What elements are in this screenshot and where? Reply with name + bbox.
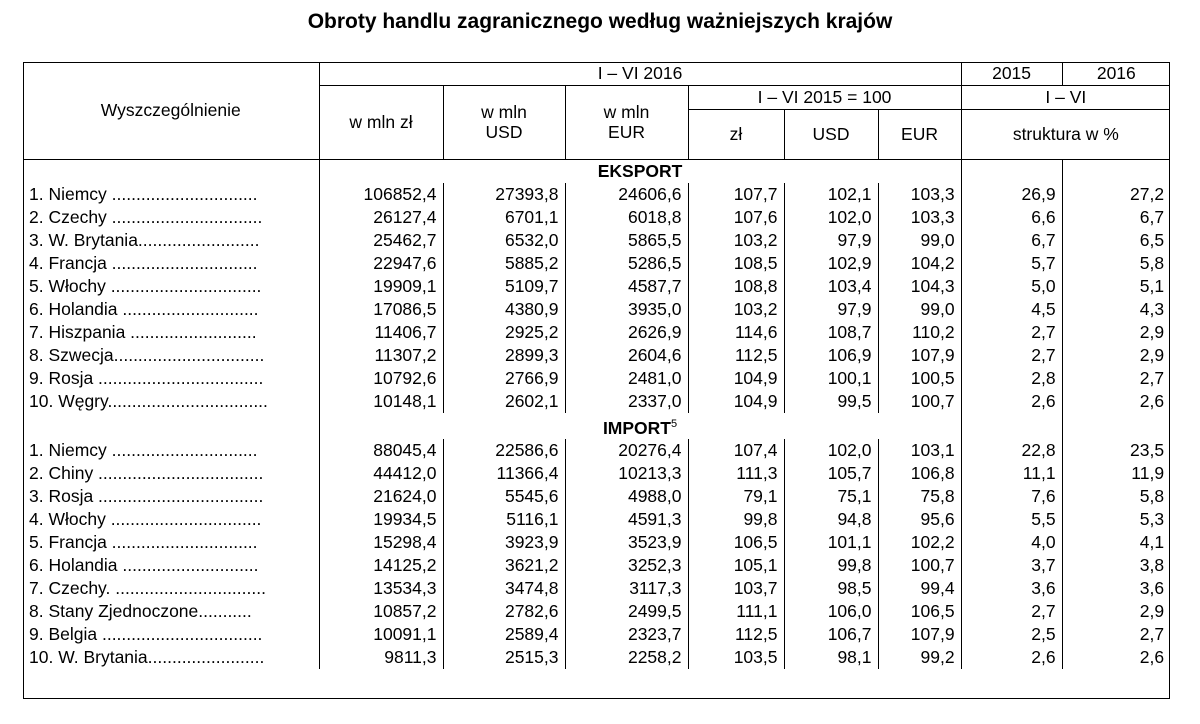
value-cell: 3923,9 — [443, 531, 565, 554]
value-cell: 6701,1 — [443, 206, 565, 229]
value-cell: 2,6 — [1062, 646, 1170, 669]
value-cell: 95,6 — [878, 508, 961, 531]
value-cell: 75,8 — [878, 485, 961, 508]
value-cell: 106,9 — [784, 344, 878, 367]
value-cell: 10213,3 — [565, 462, 688, 485]
value-cell: 4587,7 — [565, 275, 688, 298]
value-cell: 2589,4 — [443, 623, 565, 646]
value-cell: 2337,0 — [565, 390, 688, 413]
value-cell: 7,6 — [961, 485, 1062, 508]
value-cell: 99,4 — [878, 577, 961, 600]
value-cell: 103,2 — [688, 229, 784, 252]
row-label-header: Wyszczególnienie — [23, 62, 319, 159]
value-cell: 11307,2 — [319, 344, 443, 367]
value-cell: 9811,3 — [319, 646, 443, 669]
country-name: 3. W. Brytania......................... — [29, 229, 260, 250]
value-cell: 108,8 — [688, 275, 784, 298]
value-cell: 2499,5 — [565, 600, 688, 623]
value-cell: 44412,0 — [319, 462, 443, 485]
value-cell: 103,2 — [688, 298, 784, 321]
value-cell: 97,9 — [784, 298, 878, 321]
country-name: 5. Francja .............................. — [29, 532, 258, 553]
value-cell: 2258,2 — [565, 646, 688, 669]
table-row — [23, 646, 1170, 669]
value-cell: 100,7 — [878, 554, 961, 577]
value-cell: 3621,2 — [443, 554, 565, 577]
value-cell: 5865,5 — [565, 229, 688, 252]
value-cell: 5,0 — [961, 275, 1062, 298]
value-cell: 2,6 — [1062, 390, 1170, 413]
value-cell: 19934,5 — [319, 508, 443, 531]
value-cell: 2,9 — [1062, 344, 1170, 367]
country-name: 4. Włochy ............................... — [29, 509, 262, 530]
section-empty-cell — [1062, 413, 1170, 440]
value-cell: 2899,3 — [443, 344, 565, 367]
value-cell: 2,5 — [961, 623, 1062, 646]
country-name: 9. Belgia ................................. — [29, 624, 263, 645]
table-row — [23, 577, 1170, 600]
value-cell: 3,6 — [961, 577, 1062, 600]
country-name: 8. Stany Zjednoczone........... — [29, 601, 252, 622]
value-cell: 97,9 — [784, 229, 878, 252]
value-cell: 22586,6 — [443, 439, 565, 462]
value-cell: 2323,7 — [565, 623, 688, 646]
value-cell: 103,1 — [878, 439, 961, 462]
value-cell: 10091,1 — [319, 623, 443, 646]
value-cell: 6,6 — [961, 206, 1062, 229]
value-cell: 2515,3 — [443, 646, 565, 669]
value-cell: 112,5 — [688, 344, 784, 367]
table-row — [23, 344, 1170, 367]
value-cell: 88045,4 — [319, 439, 443, 462]
value-cell: 3523,9 — [565, 531, 688, 554]
value-cell: 105,1 — [688, 554, 784, 577]
value-cell: 26,9 — [961, 183, 1062, 206]
value-cell: 106,8 — [878, 462, 961, 485]
col-idx-usd-header: USD — [784, 109, 878, 159]
value-cell: 2782,6 — [443, 600, 565, 623]
value-cell: 5885,2 — [443, 252, 565, 275]
value-cell: 99,8 — [784, 554, 878, 577]
value-cell: 2,7 — [1062, 623, 1170, 646]
table-row — [23, 183, 1170, 206]
value-cell: 21624,0 — [319, 485, 443, 508]
value-cell: 3,6 — [1062, 577, 1170, 600]
section-empty-cell — [961, 413, 1062, 440]
value-cell: 104,9 — [688, 390, 784, 413]
value-cell: 107,6 — [688, 206, 784, 229]
country-name: 6. Holandia ............................ — [29, 555, 259, 576]
value-cell: 104,3 — [878, 275, 961, 298]
value-cell: 101,1 — [784, 531, 878, 554]
value-cell: 94,8 — [784, 508, 878, 531]
value-cell: 10148,1 — [319, 390, 443, 413]
year-2016-header: 2016 — [1062, 62, 1170, 85]
year-2015-header: 2015 — [961, 62, 1062, 85]
country-name: 10. Węgry................................. — [29, 390, 268, 411]
value-cell: 2602,1 — [443, 390, 565, 413]
value-cell: 5286,5 — [565, 252, 688, 275]
table-row — [23, 439, 1170, 462]
col-mln-usd-header: w mln USD — [443, 85, 565, 159]
value-cell: 107,7 — [688, 183, 784, 206]
value-cell: 19909,1 — [319, 275, 443, 298]
value-cell: 11366,4 — [443, 462, 565, 485]
value-cell: 2,6 — [961, 646, 1062, 669]
country-name: 4. Francja .............................. — [29, 252, 258, 273]
value-cell: 100,7 — [878, 390, 961, 413]
country-name: 2. Czechy ............................... — [29, 206, 263, 227]
value-cell: 99,5 — [784, 390, 878, 413]
value-cell: 15298,4 — [319, 531, 443, 554]
value-cell: 102,0 — [784, 439, 878, 462]
value-cell: 2925,2 — [443, 321, 565, 344]
period-main-header: I – VI 2016 — [319, 62, 961, 85]
value-cell: 112,5 — [688, 623, 784, 646]
value-cell: 106852,4 — [319, 183, 443, 206]
table-row — [23, 252, 1170, 275]
value-cell: 110,2 — [878, 321, 961, 344]
value-cell: 102,1 — [784, 183, 878, 206]
value-cell: 100,5 — [878, 367, 961, 390]
value-cell: 99,8 — [688, 508, 784, 531]
value-cell: 102,2 — [878, 531, 961, 554]
section-row — [23, 413, 1170, 440]
value-cell: 10792,6 — [319, 367, 443, 390]
value-cell: 103,3 — [878, 206, 961, 229]
table-row — [23, 485, 1170, 508]
footnote-marker: 5 — [671, 417, 678, 430]
table-body — [23, 159, 1170, 669]
table-row — [23, 462, 1170, 485]
value-cell: 5,7 — [961, 252, 1062, 275]
value-cell: 111,3 — [688, 462, 784, 485]
col-idx-zl-header: zł — [688, 109, 784, 159]
value-cell: 98,1 — [784, 646, 878, 669]
value-cell: 5545,6 — [443, 485, 565, 508]
value-cell: 2,7 — [961, 600, 1062, 623]
value-cell: 4,0 — [961, 531, 1062, 554]
value-cell: 108,5 — [688, 252, 784, 275]
section-spacer — [23, 413, 319, 440]
value-cell: 99,2 — [878, 646, 961, 669]
value-cell: 3935,0 — [565, 298, 688, 321]
country-name: 7. Czechy. ............................... — [29, 578, 266, 599]
country-name: 5. Włochy ............................... — [29, 275, 262, 296]
value-cell: 2,9 — [1062, 600, 1170, 623]
value-cell: 2481,0 — [565, 367, 688, 390]
value-cell: 11406,7 — [319, 321, 443, 344]
value-cell: 3252,3 — [565, 554, 688, 577]
table-row — [23, 623, 1170, 646]
table-row — [23, 298, 1170, 321]
country-name: 1. Niemcy .............................. — [29, 183, 258, 204]
value-cell: 106,7 — [784, 623, 878, 646]
col-struct-header: struktura w % — [961, 109, 1170, 159]
value-cell: 2,7 — [1062, 367, 1170, 390]
value-cell: 104,9 — [688, 367, 784, 390]
value-cell: 3,7 — [961, 554, 1062, 577]
value-cell: 6018,8 — [565, 206, 688, 229]
table-row — [23, 275, 1170, 298]
value-cell: 5116,1 — [443, 508, 565, 531]
table-row — [23, 600, 1170, 623]
value-cell: 103,5 — [688, 646, 784, 669]
value-cell: 25462,7 — [319, 229, 443, 252]
value-cell: 75,1 — [784, 485, 878, 508]
value-cell: 11,9 — [1062, 462, 1170, 485]
value-cell: 108,7 — [784, 321, 878, 344]
value-cell: 11,1 — [961, 462, 1062, 485]
value-cell: 3474,8 — [443, 577, 565, 600]
value-cell: 114,6 — [688, 321, 784, 344]
value-cell: 2604,6 — [565, 344, 688, 367]
value-cell: 4,1 — [1062, 531, 1170, 554]
value-cell: 98,5 — [784, 577, 878, 600]
section-spacer — [23, 159, 319, 183]
value-cell: 5,3 — [1062, 508, 1170, 531]
value-cell: 26127,4 — [319, 206, 443, 229]
value-cell: 14125,2 — [319, 554, 443, 577]
value-cell: 23,5 — [1062, 439, 1170, 462]
value-cell: 2,8 — [961, 367, 1062, 390]
value-cell: 111,1 — [688, 600, 784, 623]
value-cell: 5,8 — [1062, 485, 1170, 508]
value-cell: 2,7 — [961, 344, 1062, 367]
value-cell: 20276,4 — [565, 439, 688, 462]
value-cell: 4988,0 — [565, 485, 688, 508]
value-cell: 2766,9 — [443, 367, 565, 390]
country-name: 6. Holandia ............................ — [29, 298, 259, 319]
table-row — [23, 508, 1170, 531]
country-name: 10. W. Brytania........................ — [29, 647, 265, 668]
value-cell: 106,5 — [688, 531, 784, 554]
value-cell: 103,3 — [878, 183, 961, 206]
table-row — [23, 321, 1170, 344]
value-cell: 99,0 — [878, 298, 961, 321]
value-cell: 17086,5 — [319, 298, 443, 321]
index-header: I – VI 2015 = 100 — [688, 85, 961, 109]
table-row — [23, 554, 1170, 577]
value-cell: 5,5 — [961, 508, 1062, 531]
value-cell: 3117,3 — [565, 577, 688, 600]
trade-table — [23, 62, 1170, 669]
value-cell: 107,4 — [688, 439, 784, 462]
value-cell: 2,6 — [961, 390, 1062, 413]
col-mln-eur-header: w mln EUR — [565, 85, 688, 159]
value-cell: 3,8 — [1062, 554, 1170, 577]
value-cell: 2626,9 — [565, 321, 688, 344]
section-label: IMPORT$^5$ — [319, 413, 961, 440]
struct-period-header: I – VI — [961, 85, 1170, 109]
col-idx-eur-header: EUR — [878, 109, 961, 159]
value-cell: 99,0 — [878, 229, 961, 252]
value-cell: 105,7 — [784, 462, 878, 485]
table-row — [23, 206, 1170, 229]
value-cell: 6532,0 — [443, 229, 565, 252]
value-cell: 2,9 — [1062, 321, 1170, 344]
value-cell: 27,2 — [1062, 183, 1170, 206]
value-cell: 4,5 — [961, 298, 1062, 321]
value-cell: 100,1 — [784, 367, 878, 390]
section-empty-cell — [961, 159, 1062, 183]
value-cell: 106,5 — [878, 600, 961, 623]
country-name: 9. Rosja .................................. — [29, 367, 264, 388]
value-cell: 103,4 — [784, 275, 878, 298]
value-cell: 6,5 — [1062, 229, 1170, 252]
value-cell: 5109,7 — [443, 275, 565, 298]
table-row — [23, 531, 1170, 554]
country-name: 2. Chiny .................................. — [29, 463, 264, 484]
value-cell: 6,7 — [961, 229, 1062, 252]
value-cell: 4,3 — [1062, 298, 1170, 321]
value-cell: 27393,8 — [443, 183, 565, 206]
value-cell: 102,9 — [784, 252, 878, 275]
value-cell: 24606,6 — [565, 183, 688, 206]
value-cell: 104,2 — [878, 252, 961, 275]
value-cell: 107,9 — [878, 623, 961, 646]
country-name: 1. Niemcy .............................. — [29, 440, 258, 461]
value-cell: 102,0 — [784, 206, 878, 229]
table-row — [23, 229, 1170, 252]
col-mln-zl-header: w mln zł — [319, 85, 443, 159]
value-cell: 107,9 — [878, 344, 961, 367]
value-cell: 5,8 — [1062, 252, 1170, 275]
value-cell: 2,7 — [961, 321, 1062, 344]
section-label: EKSPORT — [319, 159, 961, 183]
value-cell: 5,1 — [1062, 275, 1170, 298]
value-cell: 22,8 — [961, 439, 1062, 462]
value-cell: 79,1 — [688, 485, 784, 508]
country-name: 3. Rosja .................................. — [29, 486, 264, 507]
value-cell: 22947,6 — [319, 252, 443, 275]
value-cell: 10857,2 — [319, 600, 443, 623]
value-cell: 106,0 — [784, 600, 878, 623]
value-cell: 6,7 — [1062, 206, 1170, 229]
value-cell: 4591,3 — [565, 508, 688, 531]
value-cell: 4380,9 — [443, 298, 565, 321]
table-row — [23, 390, 1170, 413]
value-cell: 13534,3 — [319, 577, 443, 600]
table-row — [23, 367, 1170, 390]
page-title: Obroty handlu zagranicznego według ważniejszych krajów — [307, 10, 893, 33]
section-row — [23, 159, 1170, 183]
value-cell: 103,7 — [688, 577, 784, 600]
section-empty-cell — [1062, 159, 1170, 183]
country-name: 7. Hiszpania .......................... — [29, 321, 257, 342]
country-name: 8. Szwecja............................... — [29, 344, 265, 365]
